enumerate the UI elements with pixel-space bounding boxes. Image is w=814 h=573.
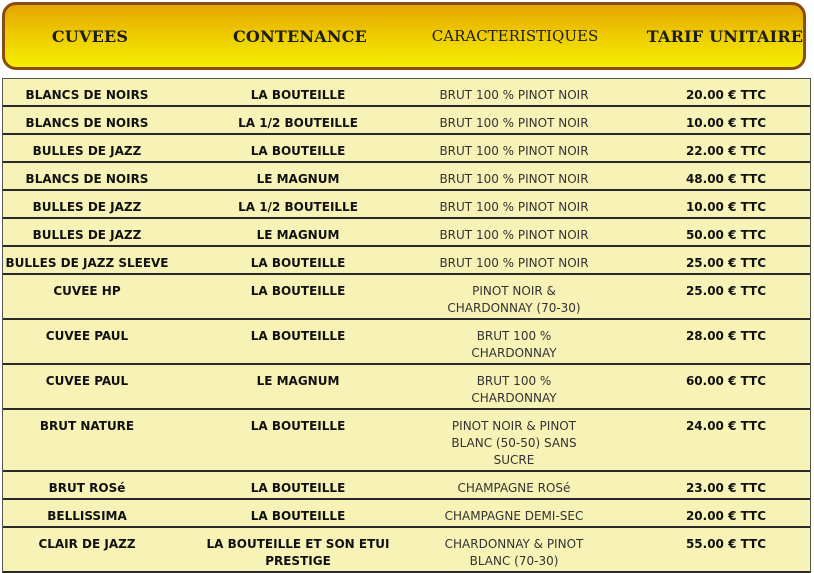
cell-cuvee: CLAIR DE JAZZ [38,537,136,551]
cell-caracteristiques: BRUT 100 % PINOT NOIR [439,228,589,242]
cell-caracteristiques: BRUT 100 % PINOT NOIR [439,172,589,186]
cell-tarif: 55.00 € TTC [685,537,767,551]
cell-contenance: LA BOUTEILLE [250,144,346,158]
cell-tarif: 20.00 € TTC [685,88,767,102]
cell-tarif: 10.00 € TTC [685,200,767,214]
header-contenance: CONTENANCE [233,26,367,46]
cell-caracteristiques: BRUT 100 % PINOT NOIR [439,200,589,214]
cell-caracteristiques: CHAMPAGNE DEMI-SEC [444,509,584,523]
cell-tarif: 48.00 € TTC [685,172,767,186]
cell-tarif: 25.00 € TTC [685,284,767,298]
cell-tarif: 10.00 € TTC [685,116,767,130]
table-row [3,528,810,573]
cell-cuvee: BLANCS DE NOIRS [25,172,149,186]
cell-contenance: LA BOUTEILLE [250,481,346,495]
cell-caracteristiques: BRUT 100 % PINOT NOIR [439,116,589,130]
cell-caracteristiques: PINOT NOIR & CHARDONNAY (70-30) [447,284,581,315]
header-caracteristiques: CARACTERISTIQUES [431,27,599,45]
cell-cuvee: BELLISSIMA [47,509,127,523]
cell-caracteristiques: CHAMPAGNE ROSé [457,481,571,495]
cell-contenance: LA BOUTEILLE [250,329,346,343]
table-row [3,219,810,247]
cell-cuvee: CUVEE HP [53,284,121,298]
cell-contenance: LE MAGNUM [256,172,340,186]
table-row [3,410,810,472]
cell-cuvee: BLANCS DE NOIRS [25,116,149,130]
table-row [3,365,810,410]
table-row [3,247,810,275]
cell-caracteristiques: BRUT 100 % CHARDONNAY [471,374,557,405]
cell-cuvee: CUVEE PAUL [45,374,129,388]
cell-contenance: LA 1/2 BOUTEILLE [238,116,358,130]
cell-cuvee: BRUT NATURE [39,419,135,433]
table-row [3,191,810,219]
cell-contenance: LA BOUTEILLE ET SON ETUI PRESTIGE [206,537,390,568]
header-tarif-unitaire: TARIF UNITAIRE [646,26,804,46]
price-table [2,78,811,573]
table-header [2,2,806,70]
cell-caracteristiques: CHARDONNAY & PINOT BLANC (70-30) [444,537,584,568]
cell-tarif: 24.00 € TTC [685,419,767,433]
cell-contenance: LE MAGNUM [256,374,340,388]
cell-contenance: LA BOUTEILLE [250,256,346,270]
cell-caracteristiques: BRUT 100 % PINOT NOIR [439,256,589,270]
cell-tarif: 25.00 € TTC [685,256,767,270]
cell-tarif: 50.00 € TTC [685,228,767,242]
cell-contenance: LE MAGNUM [256,228,340,242]
cell-cuvee: BULLES DE JAZZ SLEEVE [5,256,169,270]
cell-tarif: 20.00 € TTC [685,509,767,523]
table-row [3,472,810,500]
cell-caracteristiques: BRUT 100 % PINOT NOIR [439,88,589,102]
header-cuvees: CUVEES [51,26,129,46]
cell-contenance: LA BOUTEILLE [250,284,346,298]
cell-tarif: 22.00 € TTC [685,144,767,158]
cell-caracteristiques: BRUT 100 % PINOT NOIR [439,144,589,158]
cell-tarif: 23.00 € TTC [685,481,767,495]
cell-contenance: LA BOUTEILLE [250,509,346,523]
table-row [3,135,810,163]
cell-cuvee: BULLES DE JAZZ [32,200,142,214]
table-row [3,275,810,320]
table-row [3,320,810,365]
cell-cuvee: BRUT ROSé [48,481,126,495]
cell-caracteristiques: PINOT NOIR & PINOT BLANC (50-50) SANS SUCRE [451,419,577,467]
table-row [3,500,810,528]
cell-contenance: LA 1/2 BOUTEILLE [238,200,358,214]
cell-caracteristiques: BRUT 100 % CHARDONNAY [471,329,557,360]
table-row [3,107,810,135]
table-row [3,163,810,191]
cell-tarif: 60.00 € TTC [685,374,767,388]
cell-contenance: LA BOUTEILLE [250,419,346,433]
cell-cuvee: BLANCS DE NOIRS [25,88,149,102]
cell-tarif: 28.00 € TTC [685,329,767,343]
cell-cuvee: BULLES DE JAZZ [32,228,142,242]
cell-cuvee: CUVEE PAUL [45,329,129,343]
cell-contenance: LA BOUTEILLE [250,88,346,102]
table-row [3,79,810,107]
cell-cuvee: BULLES DE JAZZ [32,144,142,158]
